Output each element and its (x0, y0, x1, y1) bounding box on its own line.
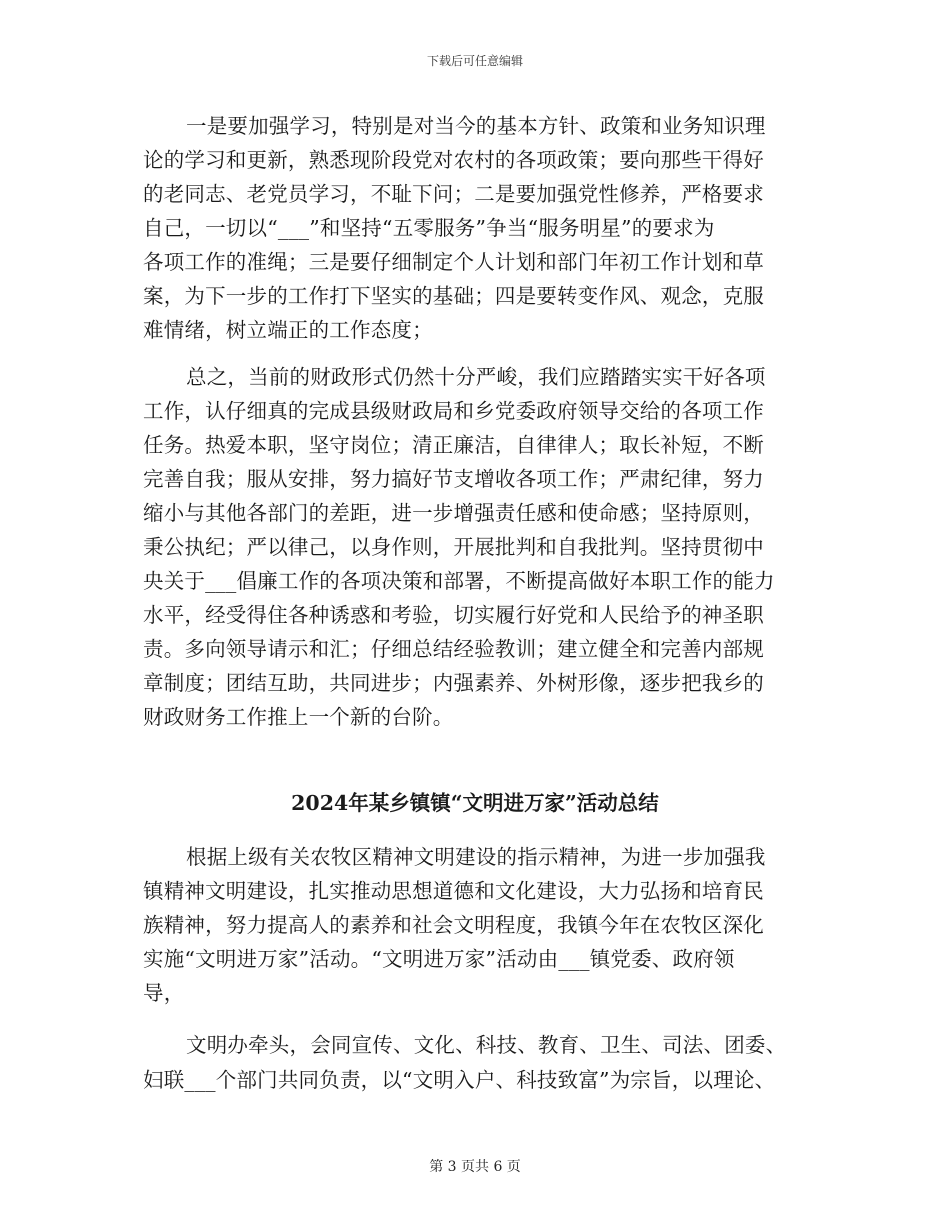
paragraph-line: 实施“文明进万家”活动。“文明进万家”活动由___镇党委、政府领 (143, 947, 735, 971)
paragraph-line: 财政财务工作推上一个新的台阶。 (143, 705, 454, 729)
paragraph-line: 案，为下一步的工作打下坚实的基础；四是要转变作风、观念，克服 (143, 284, 764, 308)
paragraph-line: 族精神，努力提高人的素养和社会文明程度，我镇今年在农牧区深化 (143, 913, 764, 937)
paragraph-line: 论的学习和更新，熟悉现阶段党对农村的各项政策；要向那些干得好 (143, 148, 764, 172)
paragraph-line: 央关于___倡廉工作的各项决策和部署，不断提高做好本职工作的能力 (143, 569, 775, 593)
page-header: 下载后可任意编辑 (426, 54, 523, 68)
paragraph-line: 的老同志、老党员学习，不耻下问；二是要加强党性修养，严格要求 (143, 182, 764, 206)
paragraph-line: 导， (143, 981, 185, 1005)
paragraph-line: 一是要加强学习，特别是对当今的基本方针、政策和业务知识理 (186, 114, 766, 138)
paragraph-line: 任务。热爱本职，坚守岗位；清正廉洁，自律律人；取长补短，不断 (143, 433, 764, 457)
paragraph-line: 镇精神文明建设，扎实推动思想道德和文化建设，大力弘扬和培育民 (143, 879, 764, 903)
paragraph-line: 秉公执纪；严以律己，以身作则，开展批判和自我批判。坚持贯彻中 (143, 535, 764, 559)
paragraph-line: 文明办牵头，会同宣传、文化、科技、教育、卫生、司法、团委、 (186, 1033, 787, 1057)
paragraph-line: 总之，当前的财政形式仍然十分严峻，我们应踏踏实实干好各项 (186, 365, 766, 389)
paragraph-line: 自己，一切以“___”和坚持“五零服务”争当“服务明星”的要求为 (143, 216, 715, 240)
paragraph-line: 缩小与其他各部门的差距，进一步增强责任感和使命感；坚持原则， (143, 501, 764, 525)
paragraph-line: 完善自我；服从安排，努力搞好节支增收各项工作；严肃纪律，努力 (143, 467, 764, 491)
section-title: 2024年某乡镇镇“文明进万家”活动总结 (291, 791, 659, 815)
paragraph-line: 各项工作的准绳；三是要仔细制定个人计划和部门年初工作计划和草 (143, 250, 764, 274)
paragraph-line: 工作，认仔细真的完成县级财政局和乡党委政府领导交给的各项工作 (143, 399, 764, 423)
paragraph-line: 责。多向领导请示和汇；仔细总结经验教训；建立健全和完善内部规 (143, 637, 764, 661)
paragraph-line: 章制度；团结互助，共同进步；内强素养、外树形像，逐步把我乡的 (143, 671, 764, 695)
paragraph-line: 妇联___个部门共同负责，以“文明入户、科技致富”为宗旨，以理论、 (143, 1068, 776, 1092)
paragraph-line: 水平，经受得住各种诱惑和考验，切实履行好党和人民给予的神圣职 (143, 603, 764, 627)
page-footer: 第 3 页共 6 页 (429, 1159, 521, 1175)
paragraph-line: 难情绪，树立端正的工作态度； (143, 318, 433, 342)
paragraph-line: 根据上级有关农牧区精神文明建设的指示精神，为进一步加强我 (186, 845, 766, 869)
